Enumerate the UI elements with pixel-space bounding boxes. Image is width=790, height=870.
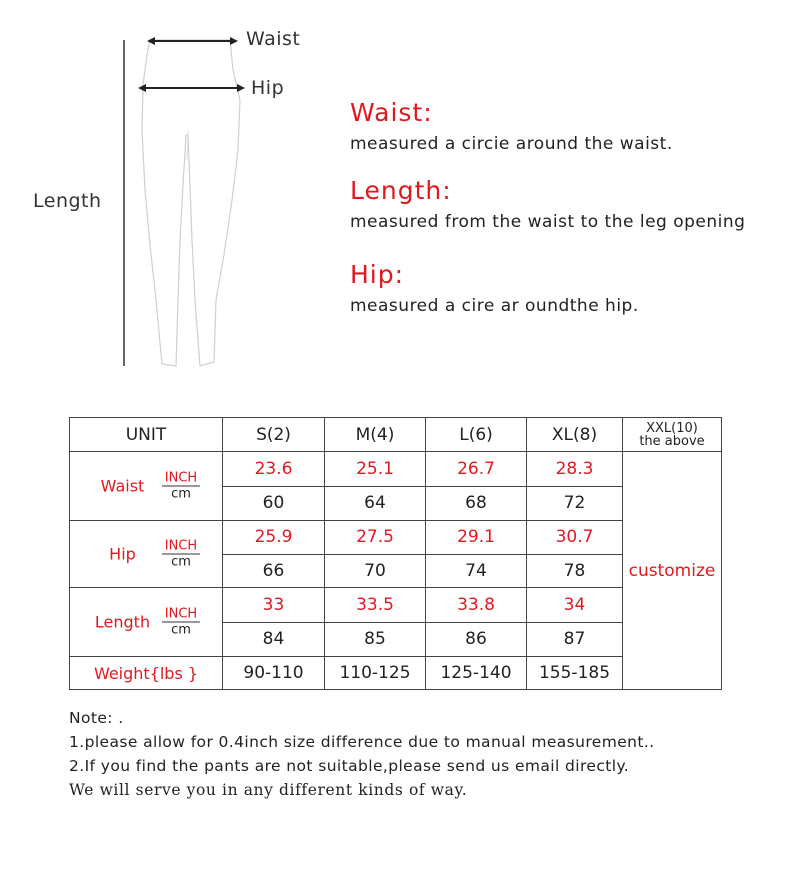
unit-cm: cm xyxy=(171,554,191,570)
definition-hip xyxy=(350,260,639,316)
table-cell: 64 xyxy=(325,486,426,521)
header-xxl-line1: XXL(10) xyxy=(646,420,698,436)
table-cell: 125-140 xyxy=(426,657,527,690)
notes-line: We will serve you in any different kinds of way. xyxy=(69,781,468,799)
unit-stack xyxy=(162,539,200,570)
table-cell: 25.1 xyxy=(325,452,426,487)
table-cell: 78 xyxy=(527,554,623,588)
row-name: Waist xyxy=(100,476,145,496)
table-cell: 85 xyxy=(325,622,426,657)
definition-desc: measured a cire ar oundthe hip. xyxy=(350,296,639,316)
table-cell: 23.6 xyxy=(223,452,325,487)
definition-term: Length: xyxy=(350,176,452,205)
notes-line: 1.please allow for 0.4inch size difference due to manual measurement.. xyxy=(69,733,655,751)
table-cell: 110-125 xyxy=(325,657,426,690)
waist-diagram-label: Waist xyxy=(246,28,301,50)
table-cell: 74 xyxy=(426,554,527,588)
header-size: S(2) xyxy=(223,418,325,452)
size-chart-table xyxy=(69,417,722,690)
table-cell: 90-110 xyxy=(223,657,325,690)
table-cell: 68 xyxy=(426,486,527,521)
table-cell: 33 xyxy=(223,588,325,623)
table-cell: 87 xyxy=(527,622,623,657)
length-diagram-label: Length xyxy=(33,190,102,212)
unit-inch: INCH xyxy=(162,607,200,623)
table-cell: 70 xyxy=(325,554,426,588)
row-head-waist xyxy=(70,452,223,521)
header-xxl-line2: the above xyxy=(639,433,705,449)
definition-desc: measured from the waist to the leg opening xyxy=(350,212,746,232)
row-name: Hip xyxy=(109,544,136,564)
unit-stack xyxy=(162,471,200,502)
table-cell: 66 xyxy=(223,554,325,588)
definition-waist xyxy=(350,98,673,154)
header-size: XL(8) xyxy=(527,418,623,452)
table-cell: 86 xyxy=(426,622,527,657)
table-cell: 26.7 xyxy=(426,452,527,487)
unit-inch: INCH xyxy=(162,539,200,555)
table-cell: 34 xyxy=(527,588,623,623)
table-cell: 30.7 xyxy=(527,521,623,555)
header-size-xxl xyxy=(623,418,722,452)
notes-title: Note: . xyxy=(69,709,124,727)
definition-desc: measured a circie around the waist. xyxy=(350,134,673,154)
unit-cm: cm xyxy=(171,486,191,502)
table-cell: 60 xyxy=(223,486,325,521)
table-row xyxy=(70,452,722,487)
notes-line: 2.If you find the pants are not suitable,please send us email directly. xyxy=(69,757,630,775)
header-size: L(6) xyxy=(426,418,527,452)
definition-length xyxy=(350,176,745,232)
table-cell: 33.8 xyxy=(426,588,527,623)
definition-term: Hip: xyxy=(350,260,405,289)
table-cell: 33.5 xyxy=(325,588,426,623)
row-head-length xyxy=(70,588,223,657)
table-header-row xyxy=(70,418,722,452)
row-head-hip xyxy=(70,521,223,588)
unit-cm: cm xyxy=(171,622,191,638)
header-unit: UNIT xyxy=(70,418,223,452)
unit-stack xyxy=(162,607,200,638)
hip-diagram-label: Hip xyxy=(251,77,285,99)
definition-term: Waist: xyxy=(350,98,433,127)
row-name: Length xyxy=(94,612,151,632)
header-size: M(4) xyxy=(325,418,426,452)
table-cell: 72 xyxy=(527,486,623,521)
unit-inch: INCH xyxy=(162,471,200,487)
table-cell: 27.5 xyxy=(325,521,426,555)
table-cell: 84 xyxy=(223,622,325,657)
customize-cell: customize xyxy=(623,452,722,690)
notes-block xyxy=(69,706,655,802)
table-cell: 155-185 xyxy=(527,657,623,690)
row-name-weight: Weight{lbs } xyxy=(70,657,223,690)
table-cell: 29.1 xyxy=(426,521,527,555)
table-cell: 25.9 xyxy=(223,521,325,555)
table-cell: 28.3 xyxy=(527,452,623,487)
